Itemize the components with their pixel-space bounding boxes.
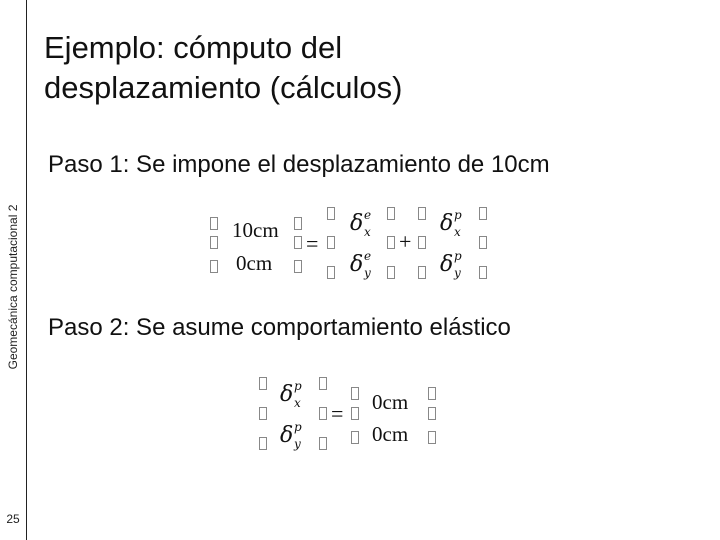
bracket-glyph	[294, 236, 302, 249]
bracket-glyph	[418, 266, 426, 279]
step-1-text: Paso 1: Se impone el desplazamiento de 10cm	[48, 151, 550, 178]
sidebar-course-title: Geomecánica computacional 2	[6, 204, 20, 370]
superscript: e	[364, 208, 372, 222]
bracket-glyph	[418, 236, 426, 249]
bracket-glyph	[319, 407, 327, 420]
bracket-glyph	[210, 236, 218, 249]
bracket-glyph	[259, 377, 267, 390]
superscript: e	[364, 249, 372, 263]
slide-title	[44, 28, 402, 108]
slide-title-line-1: Ejemplo: cómputo del	[44, 30, 343, 65]
bracket-glyph	[428, 407, 436, 420]
slide-title-line-2: desplazamiento (cálculos)	[44, 70, 403, 105]
bracket-glyph	[210, 260, 218, 273]
subscript: y	[294, 437, 301, 451]
superscript: p	[294, 379, 302, 393]
bracket-glyph	[351, 407, 359, 420]
bracket-glyph	[319, 377, 327, 390]
subscript: y	[454, 266, 461, 280]
step-2-text: Paso 2: Se asume comportamiento elástico	[48, 314, 511, 341]
lhs-value-y: 0cm	[236, 251, 273, 275]
bracket-glyph	[418, 207, 426, 220]
subscript: x	[454, 225, 461, 239]
sidebar	[0, 0, 27, 540]
equals-sign: =	[306, 231, 319, 256]
bracket-glyph	[327, 266, 335, 279]
bracket-glyph	[387, 236, 395, 249]
bracket-glyph	[210, 217, 218, 230]
superscript: p	[454, 208, 462, 222]
superscript: p	[294, 420, 302, 434]
bracket-glyph	[479, 207, 487, 220]
delta-symbol: δ	[440, 211, 454, 236]
subscript: x	[364, 225, 371, 239]
delta-symbol: δ	[350, 252, 364, 277]
bracket-glyph	[351, 387, 359, 400]
delta-symbol: δ	[280, 423, 294, 448]
subscript: y	[364, 266, 371, 280]
delta-symbol: δ	[350, 211, 364, 236]
plus-sign: +	[399, 229, 412, 254]
bracket-glyph	[259, 437, 267, 450]
bracket-glyph	[428, 431, 436, 444]
bracket-glyph	[259, 407, 267, 420]
rhs-value-y: 0cm	[372, 422, 409, 446]
bracket-glyph	[479, 266, 487, 279]
bracket-glyph	[428, 387, 436, 400]
delta-symbol: δ	[440, 252, 454, 277]
delta-symbol: δ	[280, 382, 294, 407]
bracket-glyph	[327, 236, 335, 249]
bracket-glyph	[327, 207, 335, 220]
equals-sign: =	[331, 401, 344, 426]
bracket-glyph	[351, 431, 359, 444]
page-number: 25	[6, 512, 20, 526]
bracket-glyph	[294, 260, 302, 273]
bracket-glyph	[479, 236, 487, 249]
rhs-value-x: 0cm	[372, 390, 409, 414]
subscript: x	[294, 396, 301, 410]
superscript: p	[454, 249, 462, 263]
bracket-glyph	[387, 207, 395, 220]
bracket-glyph	[319, 437, 327, 450]
lhs-value-x: 10cm	[232, 218, 279, 242]
bracket-glyph	[294, 217, 302, 230]
bracket-glyph	[387, 266, 395, 279]
